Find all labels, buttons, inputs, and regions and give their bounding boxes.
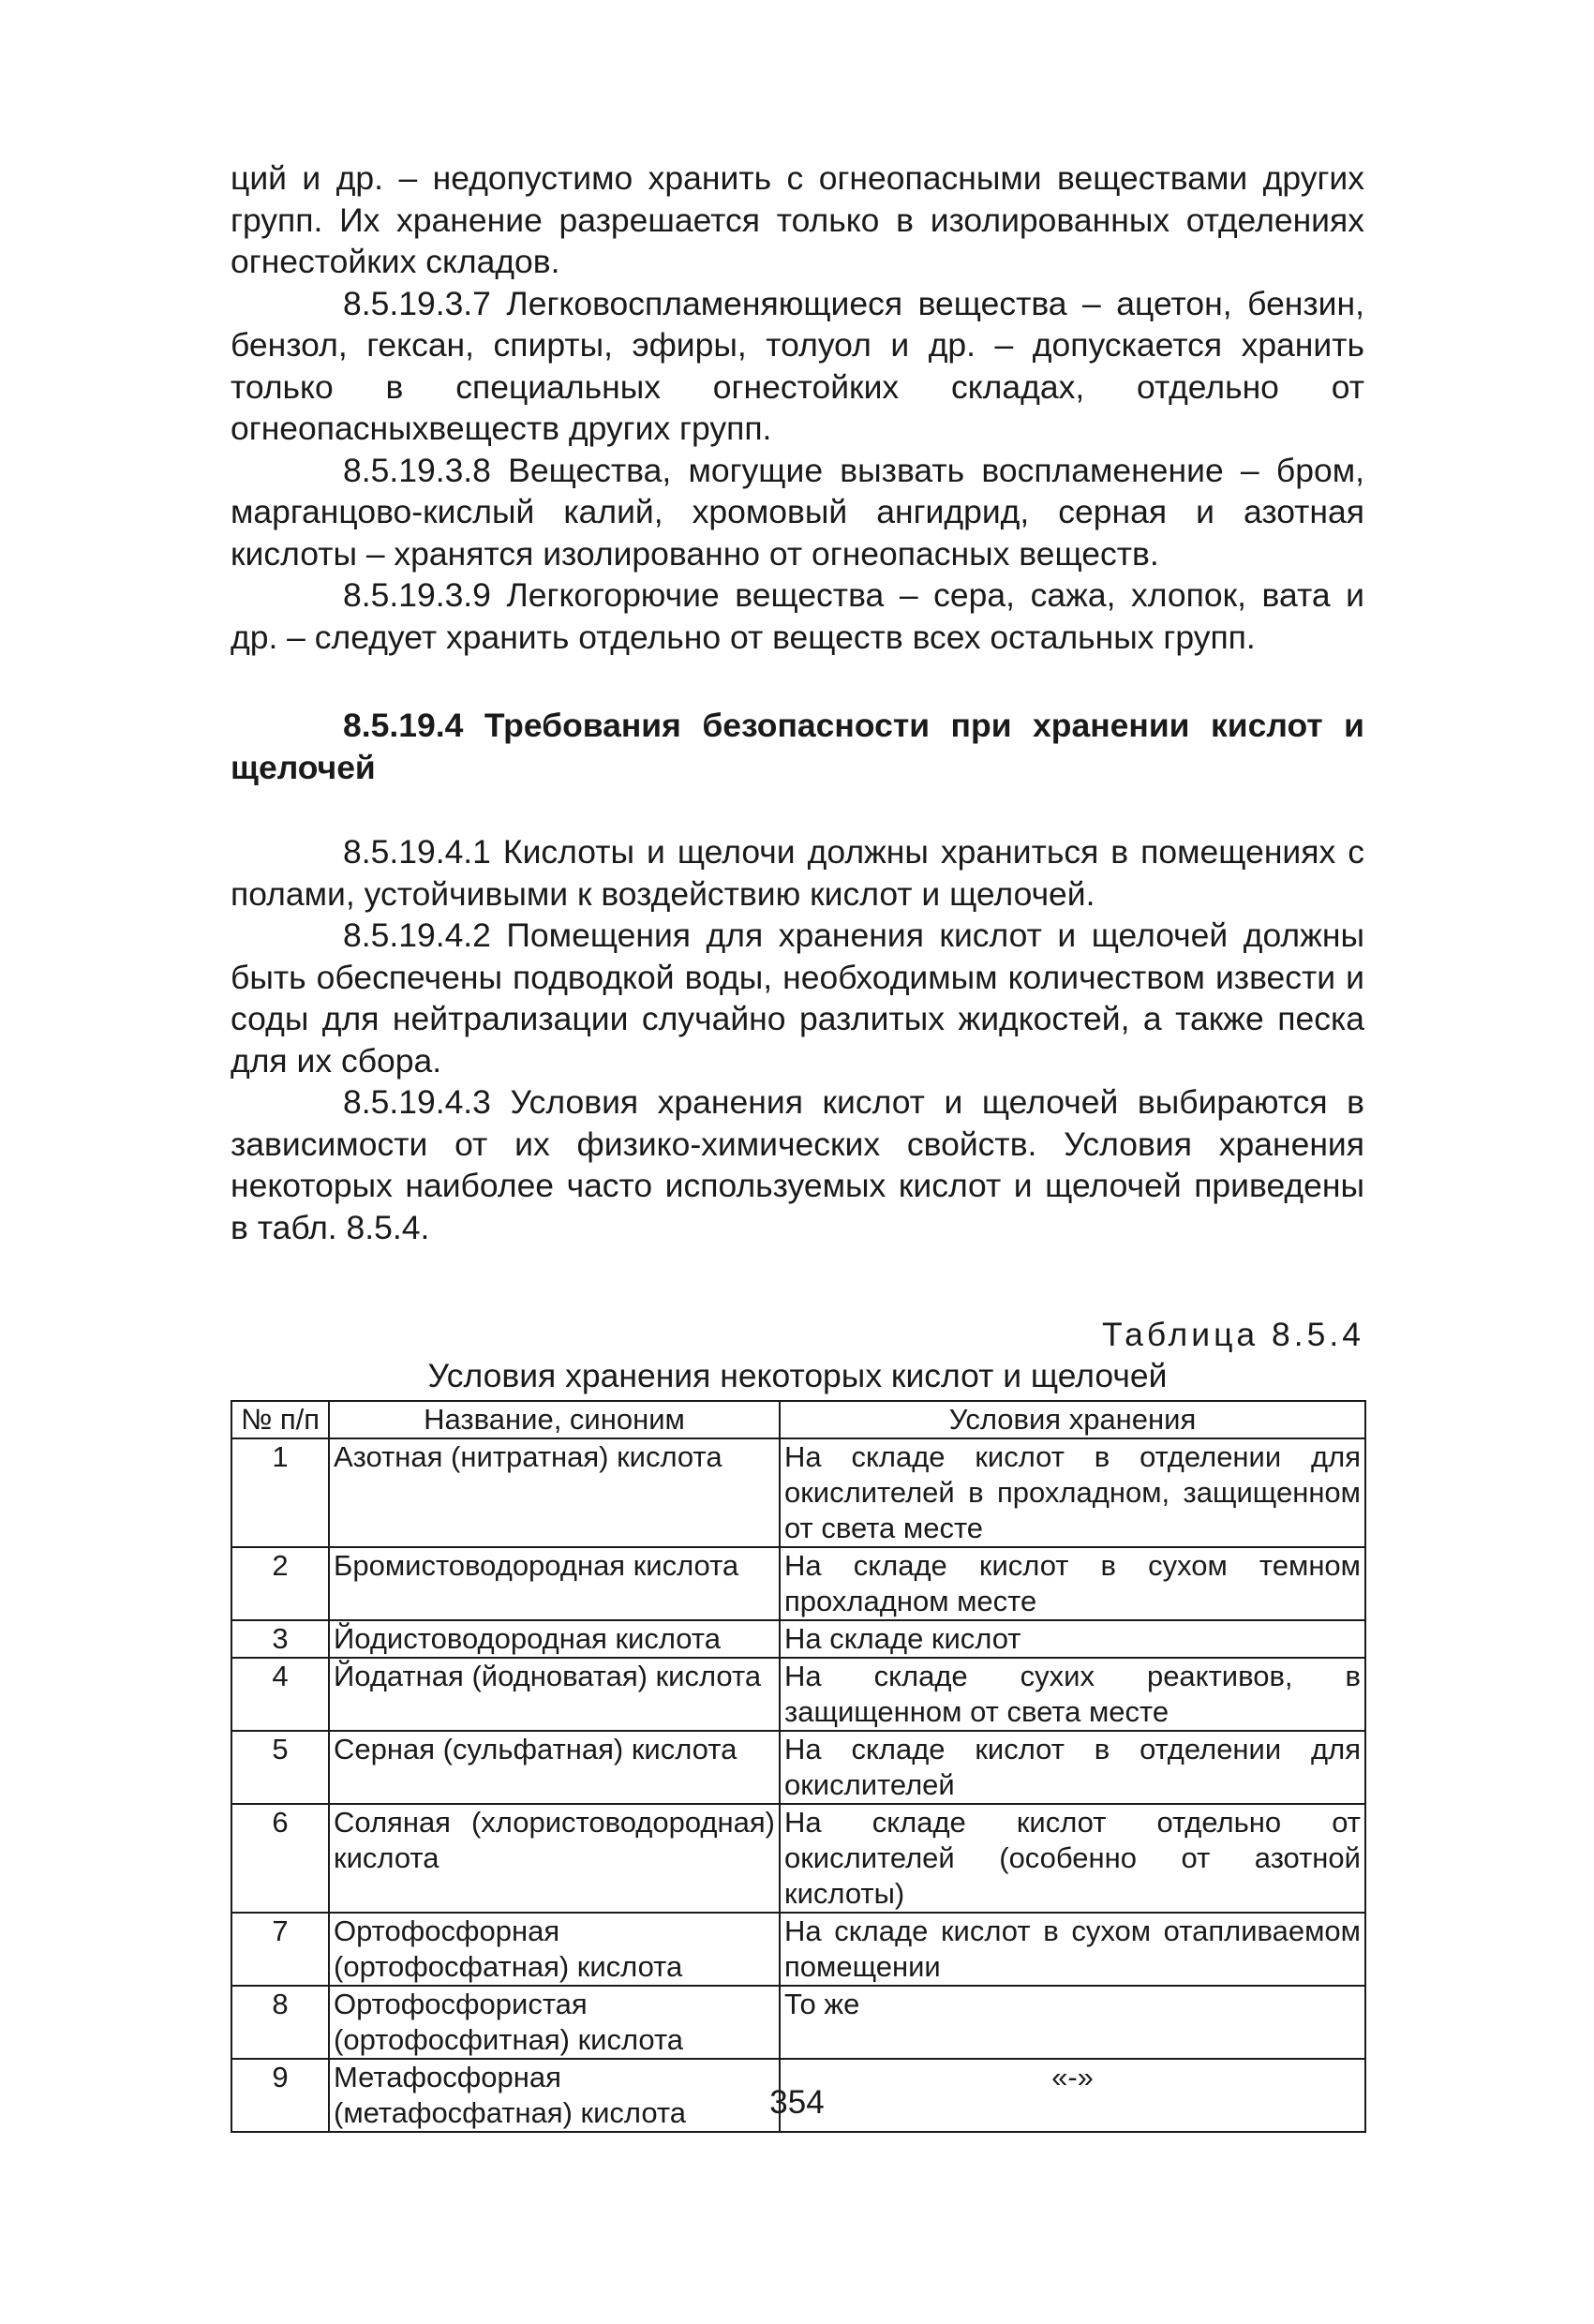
row-conditions: «-» <box>780 2059 1365 2132</box>
section-gap <box>231 788 1364 831</box>
table-row <box>231 1547 1365 1620</box>
header-name: Название, синоним <box>329 1401 780 1438</box>
row-name: Ортофосфористая (ортофосфитная) кислота <box>329 1986 780 2059</box>
row-conditions: То же <box>780 1986 1365 2059</box>
table-row <box>231 1620 1365 1658</box>
storage-conditions-table <box>231 1400 1366 2133</box>
row-name: Серная (сульфатная) кислота <box>329 1731 780 1804</box>
row-num: 1 <box>231 1438 329 1547</box>
table-row <box>231 1731 1365 1804</box>
page-content <box>231 157 1364 2133</box>
row-num: 9 <box>231 2059 329 2132</box>
table-caption: Таблица 8.5.4 <box>1101 1316 1364 1353</box>
row-name: Йодистоводородная кислота <box>329 1620 780 1658</box>
row-conditions: На складе кислот <box>780 1620 1365 1658</box>
paragraph-8-5-19-4-3: 8.5.19.4.3 Условия хранения кислот и щелочей выбираются в зависимости от их физико-химических свойств. Условия хранения некоторых наиболее часто используемых кислот и щелочей приведены в табл. 8.5.4. <box>231 1083 1364 1246</box>
row-num: 8 <box>231 1986 329 2059</box>
table-title: Условия хранения некоторых кислот и щелочей <box>427 1357 1168 1394</box>
header-num: № п/п <box>231 1401 329 1438</box>
row-name: Азотная (нитратная) кислота <box>329 1438 780 1547</box>
row-num: 6 <box>231 1804 329 1913</box>
row-num: 4 <box>231 1658 329 1731</box>
paragraph-8-5-19-4-1: 8.5.19.4.1 Кислоты и щелочи должны храниться в помещениях с полами, устойчивыми к воздействию кислот и щелочей. <box>231 833 1364 913</box>
row-conditions: На складе кислот отдельно от окислителей (особенно от азотной кислоты) <box>780 1804 1365 1913</box>
row-conditions: На складе кислот в сухом темном прохладном месте <box>780 1547 1365 1620</box>
row-name: Метафосфорная (метафосфатная) кислота <box>329 2059 780 2132</box>
row-name: Бромистоводородная кислота <box>329 1547 780 1620</box>
row-name: Ортофосфорная (ортофосфатная) кислота <box>329 1913 780 1986</box>
row-num: 3 <box>231 1620 329 1658</box>
row-name: Йодатная (йодноватая) кислота <box>329 1658 780 1731</box>
table-row <box>231 1804 1365 1913</box>
table-row <box>231 1986 1365 2059</box>
header-conditions: Условия хранения <box>780 1401 1365 1438</box>
row-num: 7 <box>231 1913 329 1986</box>
table-row <box>231 1658 1365 1731</box>
paragraph-8-5-19-3-7: 8.5.19.3.7 Легковоспламеняющиеся вещества – ацетон, бензин, бензол, гексан, спирты, эфиры, толуол и др. – допускается хранить только в специальных огнестойких складах, отдельно от огнеопасныхвеществ других групп. <box>231 284 1364 447</box>
row-conditions: На складе сухих реактивов, в защищенном от света месте <box>780 1658 1365 1731</box>
section-heading: 8.5.19.4 Требования безопасности при хранении кислот и щелочей <box>231 707 1364 786</box>
page-number: 354 <box>769 2084 825 2121</box>
table-row <box>231 1913 1365 1986</box>
paragraph-8-5-19-3-9: 8.5.19.3.9 Легкогорючие вещества – сера, сажа, хлопок, вата и др. – следует хранить отдельно от веществ всех остальных групп. <box>231 576 1364 656</box>
paragraph-continuation: ций и др. – недопустимо хранить с огнеопасными веществами других групп. Их хранение разрешается только в изолированных отделениях огнестойких складов. <box>231 159 1364 280</box>
row-name: Соляная (хлористоводородная) кислота <box>329 1804 780 1913</box>
paragraph-8-5-19-4-2: 8.5.19.4.2 Помещения для хранения кислот и щелочей должны быть обеспечены подводкой воды, необходимым количеством извести и соды для нейтрализации случайно разлитых жидкостей, а также песка для их сбора. <box>231 916 1364 1080</box>
row-num: 5 <box>231 1731 329 1804</box>
row-conditions: На складе кислот в отделении для окислителей в прохладном, защищенном от света месте <box>780 1438 1365 1547</box>
row-conditions: На складе кислот в отделении для окислителей <box>780 1731 1365 1804</box>
table-row <box>231 1438 1365 1547</box>
row-conditions: На складе кислот в сухом отапливаемом помещении <box>780 1913 1365 1986</box>
table-header-row <box>231 1401 1365 1438</box>
row-num: 2 <box>231 1547 329 1620</box>
paragraph-8-5-19-3-8: 8.5.19.3.8 Вещества, могущие вызвать воспламенение – бром, марганцово-кислый калий, хромовый ангидрид, серная и азотная кислоты – хранятся изолированно от огнеопасных веществ. <box>231 451 1364 573</box>
